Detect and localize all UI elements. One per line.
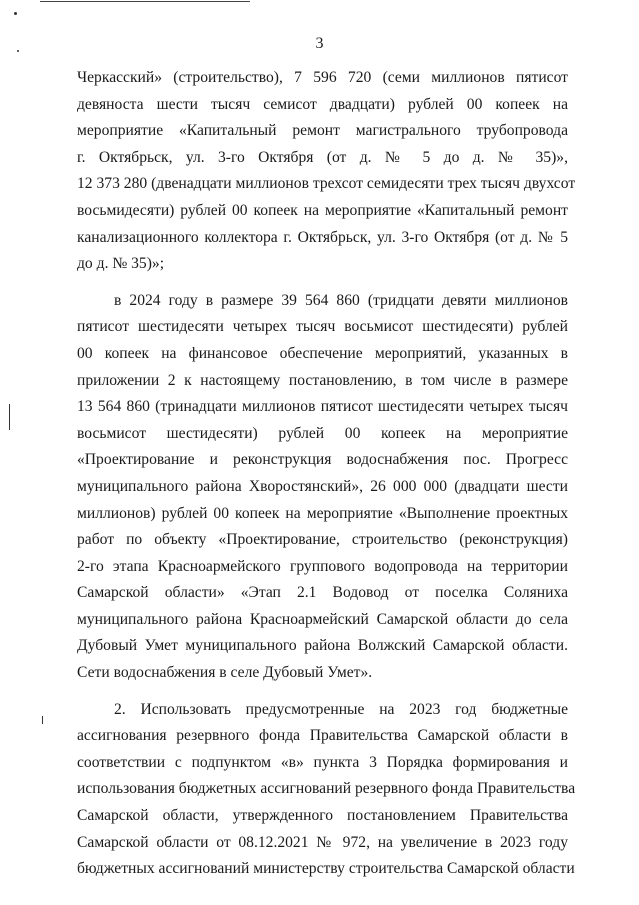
text-line: работ по объекту «Проектирование, строительство (реконструкция) [77,531,568,549]
scan-top-rule [40,1,250,2]
text-line: 12 373 280 (двенадцати миллионов трехсот семидесяти трех тысяч двухсот [77,175,576,193]
text-line: восьмисот шестидесяти) рублей 00 копеек на мероприятие [77,424,568,442]
text-line: Самарской области» «Этап 2.1 Водовод от поселка Соляниха [77,584,568,602]
scan-margin-mark [42,716,43,724]
text-line: Дубовый Умет муниципального района Волжский Самарской области. [77,637,568,655]
text-line: пятисот шестидесяти четырех тысяч восьмисот шестидесяти) рублей [77,318,568,336]
paragraph-2024-funding [77,288,568,687]
text-line: 00 копеек на финансовое обеспечение мероприятий, указанных в [77,344,568,362]
paragraph-continuation [77,65,576,278]
text-line: Сети водоснабжения в селе Дубовый Умет». [77,664,373,682]
text-line: муниципального района Красноармейский Самарской области до села [77,610,568,628]
text-line: г. Октябрьск, ул. 3-го Октября (от д. № 5 до д. № 35)», [77,148,568,166]
text-line: миллионов) рублей 00 копеек на мероприятие «Выполнение проектных [77,504,568,522]
text-line: использования бюджетных ассигнований резервного фонда Правительства [77,780,576,798]
text-line: мероприятие «Капитальный ремонт магистрального трубопровода [77,122,568,140]
document-body [77,65,576,883]
text-line: Самарской области от 08.12.2021 № 972, на увеличение в 2023 году [77,833,568,851]
text-line: восьмидесяти) рублей 00 копеек на мероприятие «Капитальный ремонт [77,201,568,219]
text-line: муниципального района Хворостянский», 26 000 000 (двадцати шести [77,477,568,495]
text-line: 2-го этапа Красноармейского группового водопровода на территории [77,557,568,575]
text-line: в 2024 году в размере 39 564 860 (тридцати девяти миллионов [114,291,568,309]
page-number: 3 [315,35,324,52]
paragraph-item-2 [77,697,576,883]
text-line: канализационного коллектора г. Октябрьск, ул. 3-го Октября (от д. № 5 [77,228,568,246]
text-line: 13 564 860 (тринадцати миллионов пятисот шестидесяти четырех тысяч [77,398,568,416]
text-line: Самарской области, утвержденного постановлением Правительства [77,807,568,825]
text-line: бюджетных ассигнований министерству строительства Самарской области [77,860,575,878]
scan-margin-mark [9,404,10,430]
scan-speck [14,12,17,15]
text-line: девяноста шести тысяч семисот двадцати) рублей 00 копеек на [77,95,568,113]
text-line: ассигнования резервного фонда Правительства Самарской области в [77,727,568,745]
text-line: 2. Использовать предусмотренные на 2023 год бюджетные [114,700,568,718]
text-line: Черкасский» (строительство), 7 596 720 (семи миллионов пятисот [77,69,568,86]
text-line: приложении 2 к настоящему постановлению, в том числе в размере [77,371,568,389]
text-line: «Проектирование и реконструкция водоснабжения пос. Прогресс [77,451,568,469]
text-line: до д. № 35)»; [77,255,165,273]
text-line: соответствии с подпунктом «в» пункта 3 Порядка формирования и [77,753,568,771]
